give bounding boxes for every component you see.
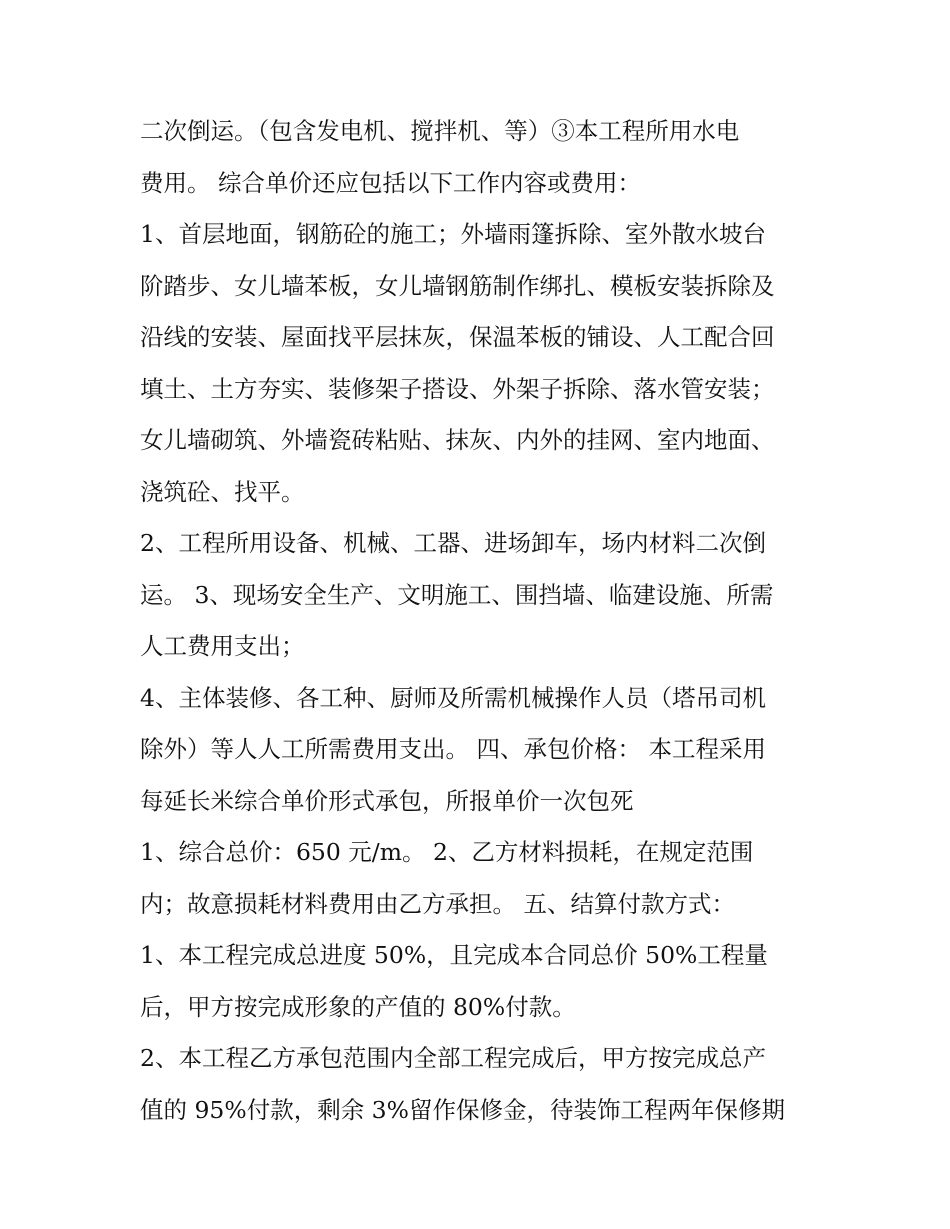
text-line: 除外）等人人工所需费用支出。 四、承包价格： 本工程采用 — [140, 735, 766, 763]
text-line: 后，甲方按完成形象的产值的 80%付款。 — [140, 992, 576, 1021]
text-line: 浇筑砼、找平。 — [140, 477, 305, 506]
text-line: 人工费用支出； — [140, 632, 305, 660]
text-line: 每延长米综合单价形式承包，所报单价一次包死 — [140, 786, 634, 815]
text-line: 女儿墙砌筑、外墙瓷砖粘贴、抹灰、内外的挂网、室内地面、 — [140, 426, 775, 454]
text-line: 2、本工程乙方承包范围内全部工程完成后，甲方按完成总产 — [140, 1044, 766, 1072]
text-line: 1、本工程完成总进度 50%，且完成本合同总价 50%工程量 — [140, 941, 768, 969]
text-line: 值的 95%付款，剩余 3%留作保修金，待装饰工程两年保修期 — [140, 1095, 785, 1124]
text-line: 1、首层地面，钢筋砼的施工；外墙雨篷拆除、室外散水坡台 — [140, 220, 766, 248]
text-line: 填土、土方夯实、装修架子搭设、外架子拆除、落水管安装； — [140, 374, 775, 403]
text-line: 2、工程所用设备、机械、工器、进场卸车，场内材料二次倒 — [140, 529, 766, 557]
text-line: 运。 3、现场安全生产、文明施工、围挡墙、临建设施、所需 — [140, 580, 774, 609]
text-line: 沿线的安装、屋面找平层抹灰，保温苯板的铺设、人工配合回 — [140, 323, 775, 351]
text-line: 4、主体装修、各工种、厨师及所需机械操作人员（塔吊司机 — [140, 683, 766, 712]
text-line: 1、综合总价：650 元/m。 2、乙方材料损耗，在规定范围 — [140, 838, 754, 866]
text-line: 二次倒运。（包含发电机、搅拌机、等）③本工程所用水电 — [140, 117, 740, 145]
document-body — [140, 106, 830, 1136]
text-line: 阶踏步、女儿墙苯板，女儿墙钢筋制作绑扎、模板安装拆除及 — [140, 271, 775, 300]
text-line: 费用。 综合单价还应包括以下工作内容或费用： — [140, 168, 641, 197]
text-line: 内；故意损耗材料费用由乙方承担。 五、结算付款方式： — [140, 889, 735, 918]
